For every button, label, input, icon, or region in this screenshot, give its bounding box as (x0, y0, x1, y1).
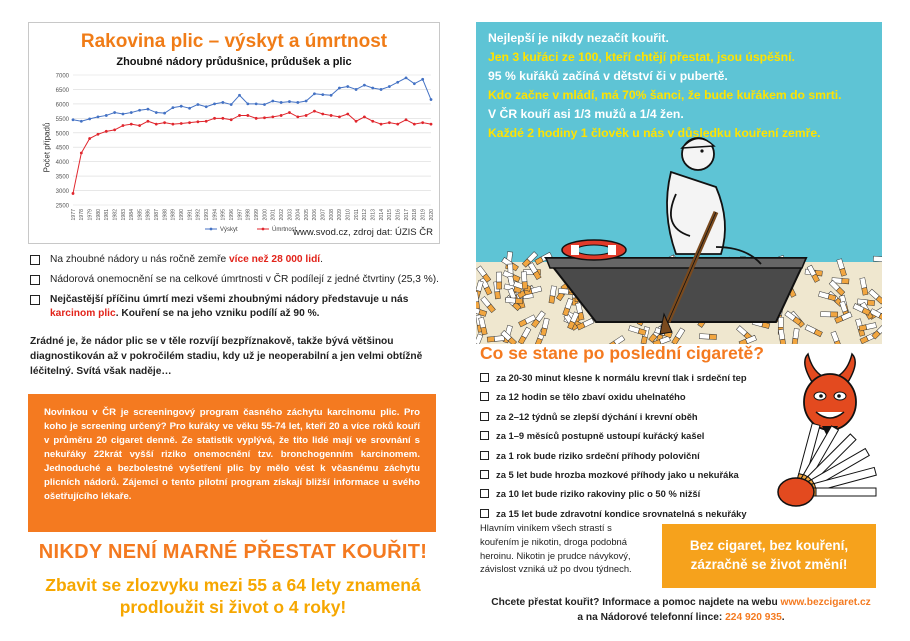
data-point (355, 88, 358, 91)
cigarette-butt (699, 334, 716, 340)
y-tick-label: 6500 (55, 87, 69, 94)
chart-y-axis-label: Počet případů (42, 122, 52, 173)
data-point (405, 76, 408, 79)
chart-title: Rakovina plic – výskyt a úmrtnost (80, 31, 388, 52)
checkbox-icon (480, 392, 489, 401)
x-tick-label: 1991 (187, 209, 194, 221)
data-point (88, 137, 91, 140)
x-tick-label: 1992 (195, 209, 202, 221)
data-point (230, 103, 233, 106)
data-point (255, 102, 258, 105)
data-point (338, 87, 341, 90)
checkbox-icon (480, 412, 489, 421)
cigarette-butt (496, 272, 501, 289)
x-tick-label: 1996 (228, 209, 235, 221)
chart-subtitle: Zhoubné nádory průdušnice, průdušek a plic (116, 56, 352, 68)
data-point (296, 115, 299, 118)
data-point (205, 120, 208, 123)
legend-label: Výskyt (220, 227, 238, 233)
data-point (380, 123, 383, 126)
data-point (172, 106, 175, 109)
data-point (97, 133, 100, 136)
x-tick-label: 1984 (129, 209, 136, 221)
fact-line: V ČR kouří asi 1/3 mužů a 1/4 žen. (488, 107, 684, 121)
data-point (113, 128, 116, 131)
x-tick-label: 1994 (212, 209, 219, 221)
data-point (430, 98, 433, 101)
data-point (122, 124, 125, 127)
checkbox-icon (30, 295, 40, 305)
x-tick-label: 2018 (412, 209, 419, 221)
fact-line: Jen 3 kuřáci ze 100, kteří chtějí přestat, jsou úspěšní. (488, 50, 795, 64)
data-point (280, 101, 283, 104)
y-tick-label: 5000 (55, 131, 69, 138)
x-tick-label: 1989 (170, 209, 177, 221)
recovery-step: za 15 let bude zdravotní kondice srovnatelná s nekuřáky (480, 508, 780, 527)
x-tick-label: 2009 (337, 209, 344, 221)
data-point (330, 114, 333, 117)
data-point (263, 103, 266, 106)
fact-item: Nádorová onemocnění se na celkové úmrtnosti v ČR podílejí z jedné čtvrtiny (25,3 %). (30, 273, 440, 287)
data-point (155, 123, 158, 126)
x-tick-label: 1995 (220, 209, 227, 221)
data-point (388, 121, 391, 124)
data-point (255, 117, 258, 120)
website-link[interactable]: www.bezcigaret.cz (780, 597, 871, 608)
data-point (388, 85, 391, 88)
data-point (97, 115, 100, 118)
x-tick-label: 2013 (370, 209, 377, 221)
x-tick-label: 1997 (237, 209, 244, 221)
series-line (73, 78, 431, 121)
data-point (371, 120, 374, 123)
boat-illustration-panel (476, 22, 882, 344)
x-tick-label: 2003 (287, 209, 294, 221)
data-point (213, 117, 216, 120)
data-point (88, 118, 91, 121)
recovery-step: za 5 let bude hrozba mozkové příhody jako u nekuřáka (480, 469, 780, 488)
chart-source: www.svod.cz, zdroj dat: ÚZIS ČR (293, 227, 433, 238)
x-tick-label: 2014 (378, 209, 385, 221)
x-tick-label: 2001 (270, 209, 277, 221)
data-point (380, 88, 383, 91)
y-tick-label: 3500 (55, 174, 69, 181)
phone-number[interactable]: 224 920 935 (725, 612, 782, 623)
checkbox-icon (480, 470, 489, 479)
data-point (205, 105, 208, 108)
x-tick-label: 1998 (245, 209, 252, 221)
y-tick-label: 3000 (55, 189, 69, 196)
data-point (72, 192, 75, 195)
data-point (288, 100, 291, 103)
data-point (105, 114, 108, 117)
data-point (246, 102, 249, 105)
data-point (363, 84, 366, 87)
data-point (163, 112, 166, 115)
data-point (130, 111, 133, 114)
y-tick-label: 4000 (55, 160, 69, 167)
lung-cancer-chart (28, 22, 440, 244)
devil-with-cigarettes-illustration (760, 352, 884, 520)
data-point (188, 107, 191, 110)
legend-marker (262, 228, 265, 231)
data-point (413, 82, 416, 85)
data-point (296, 101, 299, 104)
x-tick-label: 2020 (428, 209, 435, 221)
slogan-box: Bez cigaret, bez kouření, zázračně se život změní! (662, 524, 876, 588)
data-point (321, 113, 324, 116)
data-point (138, 109, 141, 112)
main-headline: NIKDY NENÍ MARNÉ PŘESTAT KOUŘIT! (38, 541, 428, 563)
x-tick-label: 1999 (253, 209, 260, 221)
recovery-steps (480, 372, 780, 527)
data-point (155, 111, 158, 114)
cigarette-butt (521, 272, 527, 289)
data-point (147, 120, 150, 123)
x-tick-label: 2010 (345, 209, 352, 221)
data-point (147, 108, 150, 111)
x-tick-label: 2008 (328, 209, 335, 221)
smoking-facts (488, 30, 878, 144)
data-point (80, 120, 83, 123)
data-point (263, 116, 266, 119)
facts-list (30, 253, 440, 327)
x-tick-label: 1979 (87, 209, 94, 221)
y-tick-label: 4500 (55, 145, 69, 152)
contact-info: Chcete přestat kouřit? Informace a pomoc najdete na webu www.bezcigaret.cz a na Nádorové telefonní lince: 224 920 935. (491, 597, 871, 623)
data-point (196, 103, 199, 106)
y-tick-label: 5500 (55, 116, 69, 123)
data-point (230, 118, 233, 121)
data-point (238, 114, 241, 117)
data-point (271, 115, 274, 118)
x-tick-label: 1987 (154, 209, 161, 221)
data-point (180, 122, 183, 125)
data-point (196, 120, 199, 123)
data-point (305, 100, 308, 103)
fact-line: Nejlepší je nikdy nezačít kouřit. (488, 31, 669, 45)
series-line (73, 111, 431, 193)
x-tick-label: 2004 (295, 209, 302, 221)
cigarette-butt (821, 312, 838, 317)
x-tick-label: 1990 (179, 209, 186, 221)
recovery-step: za 12 hodin se tělo zbaví oxidu uhelnatého (480, 391, 780, 410)
data-point (346, 85, 349, 88)
screening-box: Novinkou v ČR je screeningový program časného záchytu karcinomu plic. Pro koho je screening určený? Pro kuřáky ve věku 55-74 let, kteří 20 a více roků kouří v průměru 20 cigaret denně. Ze statistik vyplývá, že tito lidé mají ve srovnání s nekuřáky 22krát vyšší riziko onemocnění tzv. bronchogenním karcinomem. Jednoduché a bezbolestné vyšetření plic by mělo vést k včasnému záchytu plicních nádorů. Zájemci o tento pilotní program získají bližší informace u svého ošetřujícího lékaře. (28, 394, 436, 532)
data-point (138, 124, 141, 127)
x-tick-label: 2019 (420, 209, 427, 221)
y-tick-label: 6000 (55, 102, 69, 109)
data-point (346, 113, 349, 116)
diagnosis-paragraph: Zrádné je, že nádor plic se v těle rozvíjí bezpříznakově, takže bývá většinou diagnostikován až v pokročilém stadiu, kdy už je neoperabilní a jen velmi obtížně léčitelný. Svítá však naděje… (30, 336, 423, 377)
x-tick-label: 1986 (145, 209, 152, 221)
data-point (213, 102, 216, 105)
x-tick-label: 2016 (395, 209, 402, 221)
recovery-step: za 2–12 týdnů se zlepší dýchání i krevní oběh (480, 411, 780, 430)
data-point (180, 105, 183, 108)
data-point (305, 114, 308, 117)
data-point (130, 123, 133, 126)
checkbox-icon (30, 255, 40, 265)
data-point (313, 110, 316, 113)
x-tick-label: 1982 (112, 209, 119, 221)
data-point (338, 115, 341, 118)
data-point (413, 123, 416, 126)
x-tick-label: 1983 (120, 209, 127, 221)
data-point (321, 93, 324, 96)
x-tick-label: 2002 (278, 208, 285, 221)
data-point (172, 123, 175, 126)
data-point (421, 78, 424, 81)
recovery-step: za 1 rok bude riziko srdeční příhody poloviční (480, 450, 780, 469)
data-point (188, 121, 191, 124)
nicotine-note: Hlavním viníkem všech strastí s kouřením je nikotin, droga podobná heroinu. Nikotin je prudce návykový, závislost vzniká už po dvou týdnech. (480, 522, 632, 575)
recovery-step: za 10 let bude riziko rakoviny plic o 50 % nižší (480, 488, 780, 507)
data-point (330, 94, 333, 97)
legend-label: Úmrtnost (272, 227, 297, 233)
data-point (405, 118, 408, 121)
x-tick-label: 2015 (387, 209, 394, 221)
x-tick-label: 1981 (104, 209, 111, 221)
checkbox-icon (480, 431, 489, 440)
recovery-step: za 20-30 minut klesne k normálu krevní tlak i srdeční tep (480, 372, 780, 391)
x-tick-label: 2006 (312, 209, 319, 221)
fact-line: Kdo začne v mládí, má 70% šanci, že bude kuřákem do smrti. (488, 88, 842, 102)
data-point (122, 113, 125, 116)
data-point (163, 121, 166, 124)
x-tick-label: 2017 (403, 209, 410, 221)
data-point (80, 152, 83, 155)
data-point (421, 121, 424, 124)
x-tick-label: 1978 (79, 209, 86, 221)
checkbox-icon (30, 275, 40, 285)
data-point (355, 120, 358, 123)
data-point (221, 117, 224, 120)
data-point (371, 87, 374, 90)
checkbox-icon (480, 451, 489, 460)
x-tick-label: 1985 (137, 209, 144, 221)
sub-headline: Zbavit se zlozvyku mezi 55 a 64 lety znamená prodloužit si život o 4 roky! (45, 575, 421, 617)
chart-plot (29, 23, 439, 243)
fact-line: 95 % kuřáků začíná v dětství či v pubertě. (488, 69, 728, 83)
after-last-cigarette-title: Co se stane po poslední cigaretě? (480, 343, 764, 363)
checkbox-icon (480, 509, 489, 518)
data-point (288, 111, 291, 114)
data-point (363, 115, 366, 118)
fact-line: Každé 2 hodiny 1 člověk u nás v důsledku kouření zemře. (488, 126, 821, 140)
x-tick-label: 2007 (320, 209, 327, 221)
data-point (396, 81, 399, 84)
x-tick-label: 1980 (95, 209, 102, 221)
data-point (271, 100, 274, 103)
x-tick-label: 1977 (70, 209, 77, 221)
data-point (246, 114, 249, 117)
cigarette-butt (873, 256, 882, 262)
data-point (113, 111, 116, 114)
y-tick-label: 7000 (55, 73, 69, 80)
data-point (221, 101, 224, 104)
fact-item: Nejčastější příčinu úmrtí mezi všemi zhoubnými nádory představuje u nás karcinom plic. Kouření se na jeho vzniku podílí až 90 %. (30, 293, 440, 321)
data-point (396, 123, 399, 126)
recovery-step: za 1–9 měsíců postupně ustoupí kuřácký kašel (480, 430, 780, 449)
checkbox-icon (480, 489, 489, 498)
x-tick-label: 1988 (162, 209, 169, 221)
legend-marker (210, 228, 213, 231)
data-point (430, 123, 433, 126)
y-tick-label: 2500 (55, 203, 69, 210)
x-tick-label: 2011 (353, 209, 360, 221)
x-tick-label: 2005 (303, 209, 310, 221)
x-tick-label: 2012 (362, 209, 369, 221)
data-point (105, 130, 108, 133)
x-tick-label: 1993 (204, 209, 211, 221)
x-tick-label: 2000 (262, 209, 269, 221)
checkbox-icon (480, 373, 489, 382)
data-point (313, 92, 316, 95)
data-point (72, 118, 75, 121)
data-point (238, 94, 241, 97)
data-point (280, 114, 283, 117)
fact-item: Na zhoubné nádory u nás ročně zemře více než 28 000 lidí. (30, 253, 440, 267)
